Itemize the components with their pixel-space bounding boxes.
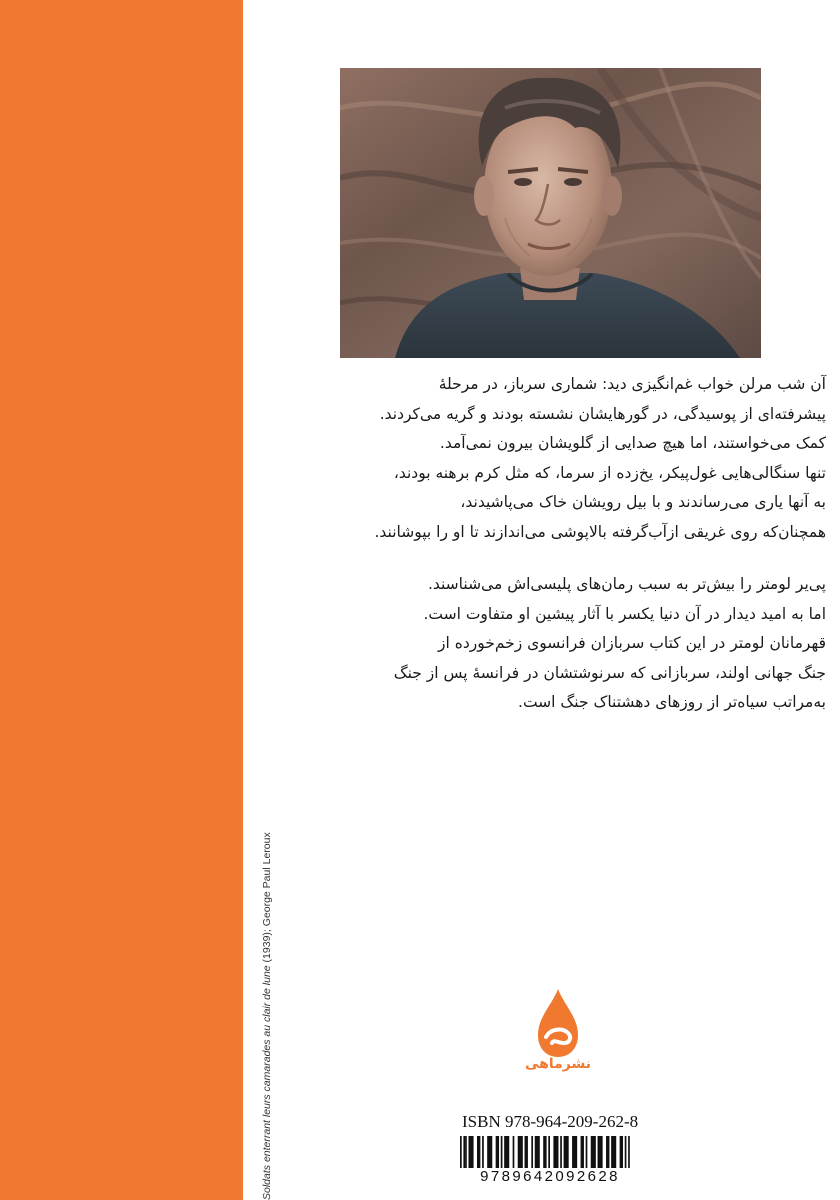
barcode-bar <box>465 1136 467 1170</box>
blurb-line: جنگ جهانی اولند، سربازانی که سرنوشتشان در فرانسهٔ پس از جنگ <box>393 663 826 682</box>
author-portrait-image <box>340 68 761 358</box>
blurb-line: به‌مراتب سیاه‌تر از روزهای دهشتناک جنگ است. <box>518 693 826 711</box>
barcode-bar <box>513 1136 515 1170</box>
barcode-bar <box>504 1136 509 1170</box>
author-photo <box>340 68 761 358</box>
publisher-name: نشرماهی <box>524 1056 591 1072</box>
blurb-line: اما به امید دیدار در آن دنیا یکسر با آثار پیشین او متفاوت است. <box>423 604 826 623</box>
barcode-bar <box>468 1136 473 1170</box>
barcode-bar <box>598 1136 603 1170</box>
blurb-paragraph-1 <box>270 370 826 547</box>
blurb-line: همچنان‌که روی غریقی ازآب‌گرفته بالاپوشی می‌اندازند تا او را بپوشانند. <box>374 522 826 541</box>
blurb-line: کمک می‌خواستند، اما هیچ صدایی از گلویشان بیرون نمی‌آمد. <box>439 434 826 452</box>
blurb-line: آن شب مرلن خواب غم‌انگیزی دید: شماری سرباز، در مرحلهٔ <box>438 375 826 393</box>
barcode-bar <box>553 1136 558 1170</box>
barcode-bar <box>531 1136 533 1170</box>
barcode-bar <box>620 1136 623 1170</box>
barcode-bar <box>496 1136 499 1170</box>
barcode-bar <box>518 1136 523 1170</box>
barcode-bar <box>572 1136 577 1170</box>
cover-art-credit <box>261 760 273 1200</box>
blurb-line: پیشرفته‌ای از پوسیدگی، در گورهایشان نشسته بودند و گریه می‌کردند. <box>379 404 826 423</box>
barcode-bar <box>548 1136 550 1170</box>
barcode-bar <box>535 1136 540 1170</box>
barcode-bar <box>586 1136 588 1170</box>
isbn-label: ISBN 978-964-209-262-8 <box>462 1112 639 1131</box>
barcode-bar <box>591 1136 596 1170</box>
barcode-bar <box>564 1136 569 1170</box>
blurb-line: به آنها یاری می‌رساندند و با بیل رویشان خاک می‌پاشیدند، <box>460 493 826 511</box>
barcode-bar <box>543 1136 546 1170</box>
barcode-bar <box>477 1136 480 1170</box>
cover-art-title: Soldats enterrant leurs camarades au clair de lune <box>261 965 273 1200</box>
barcode-bar <box>611 1136 616 1170</box>
barcode-bar <box>525 1136 528 1170</box>
barcode-bar <box>482 1136 484 1170</box>
barcode-bar <box>487 1136 492 1170</box>
barcode-digits: 9789642092628 <box>460 1168 640 1186</box>
blurb-line: تنها سنگالی‌هایی غول‌پیکر، یخ‌زده از سرما، که مثل کرم برهنه بودند، <box>393 463 826 482</box>
blurb-paragraph-2 <box>270 570 826 718</box>
cover-art-artist: (1939); George Paul Leroux <box>261 832 273 966</box>
barcode-bar <box>501 1136 503 1170</box>
orange-spine-band <box>0 0 243 1200</box>
barcode-bar <box>560 1136 562 1170</box>
barcode-bar <box>581 1136 584 1170</box>
barcode-bar <box>606 1136 609 1170</box>
blurb-line: پی‌یر لومتر را بیش‌تر به سبب رمان‌های پلیسی‌اش می‌شناسند. <box>427 575 826 593</box>
blurb-line: قهرمانان لومتر در این کتاب سربازان فرانسوی زخم‌خورده از <box>438 634 826 652</box>
